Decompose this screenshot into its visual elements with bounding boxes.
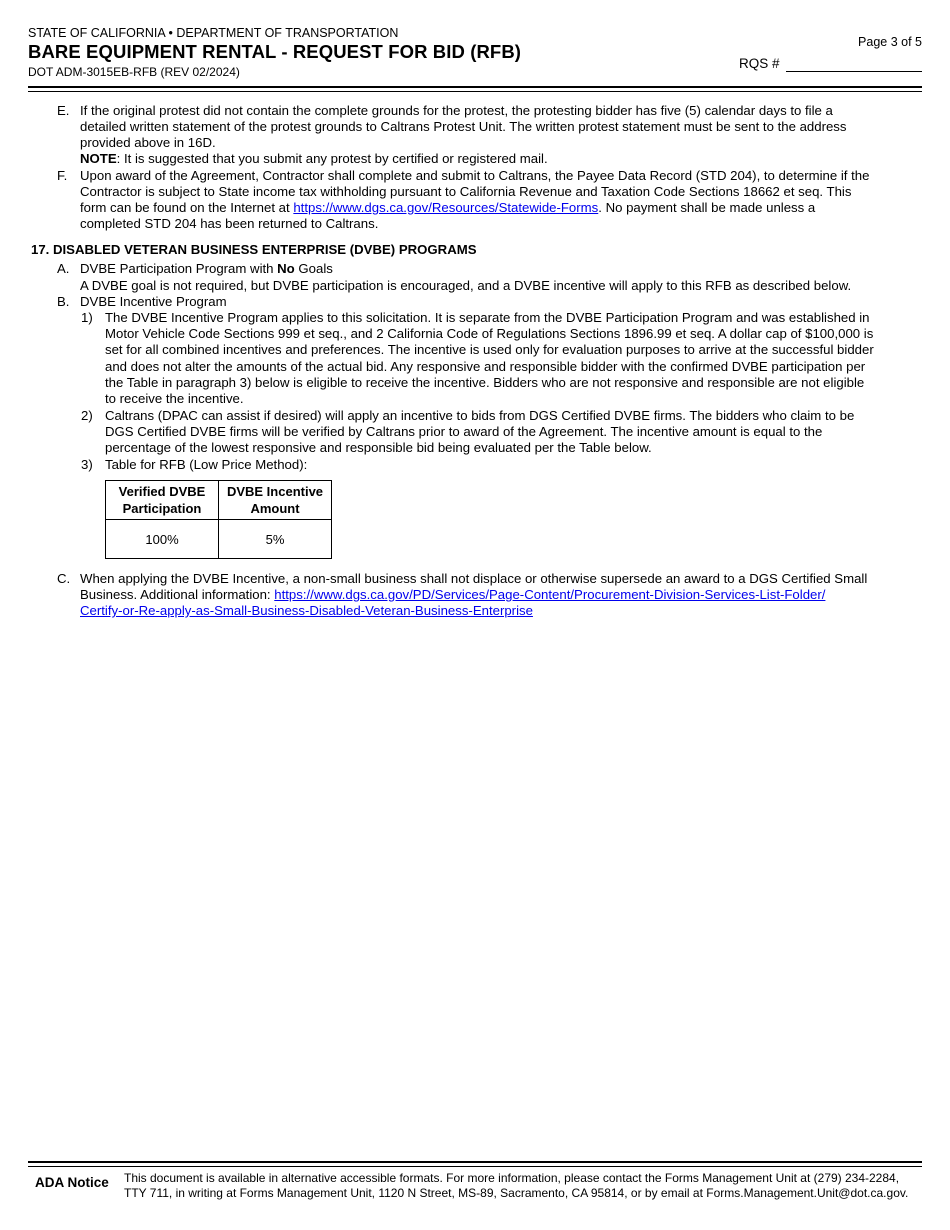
dvbe-incentive-table	[105, 480, 332, 559]
header-divider-thin	[28, 91, 922, 92]
ada-notice-line2: TTY 711, in writing at Forms Management Unit, 1120 N Street, MS-89, Sacramento, CA 95814, or by email at Forms.Management.Unit@dot.ca.gov.	[124, 1186, 909, 1200]
participation-value: 100%	[106, 520, 219, 559]
header-divider-thick	[28, 86, 922, 88]
item-a-title-bold: No	[277, 261, 295, 276]
item-a-marker: A.	[57, 261, 70, 276]
form-title: BARE EQUIPMENT RENTAL - REQUEST FOR BID (RFB)	[28, 41, 522, 62]
item-f-line2: Contractor is subject to State income tax withholding pursuant to California Revenue and Taxation Code Sections 18662 et seq. This	[80, 184, 852, 199]
form-number: DOT ADM-3015EB-RFB (REV 02/2024)	[28, 65, 240, 79]
dgs-certify-link-part2[interactable]: Certify-or-Re-apply-as-Small-Business-Disabled-Veteran-Business-Enterprise	[80, 603, 533, 618]
item-b1-line: and does not alter the amounts of the actual bid. Any responsive and responsible bidder with the confirmed DVBE participation per	[105, 359, 866, 374]
item-f-marker: F.	[57, 168, 68, 183]
item-f-line1: Upon award of the Agreement, Contractor shall complete and submit to Caltrans, the Payee Data Record (STD 204), to determine if the	[80, 168, 870, 183]
item-f-line4: completed STD 204 has been returned to Caltrans.	[80, 216, 379, 231]
item-b3-text: Table for RFB (Low Price Method):	[105, 457, 308, 472]
item-e-note	[80, 151, 548, 167]
note-label: NOTE	[80, 151, 117, 166]
statewide-forms-link[interactable]: https://www.dgs.ca.gov/Resources/Statewide-Forms	[293, 200, 599, 215]
item-b1-line: The DVBE Incentive Program applies to this solicitation. It is separate from the DVBE Participation Program and was established in	[105, 310, 870, 325]
ada-notice-label: ADA Notice	[35, 1175, 109, 1190]
ada-notice-line1: This document is available in alternative accessible formats. For more information, please contact the Forms Management Unit at (279) 234-2284,	[124, 1171, 900, 1185]
item-b2-line: Caltrans (DPAC can assist if desired) will apply an incentive to bids from DGS Certified DVBE firms. The bidders who claim to be	[105, 408, 855, 423]
item-a-title-pre: DVBE Participation Program with	[80, 261, 278, 276]
item-b-marker: B.	[57, 294, 70, 309]
item-b2-line: DGS Certified DVBE firms will be verified by Caltrans prior to award of the Agreement. The incentive amount is equal to the	[105, 424, 823, 439]
item-b1-line: to receive the incentive.	[105, 391, 244, 406]
item-a-title	[80, 261, 333, 277]
dgs-certify-link-part1[interactable]: https://www.dgs.ca.gov/PD/Services/Page-Content/Procurement-Division-Services-List-Folder/	[274, 587, 826, 602]
item-b2-line: percentage of the lowest responsive and responsible bid being evaluated per the Table below.	[105, 440, 652, 455]
footer-divider-thin	[28, 1166, 922, 1167]
item-b1-marker: 1)	[81, 310, 93, 325]
item-c-line3	[80, 603, 533, 619]
footer-divider-thick	[28, 1161, 922, 1163]
col-header-participation: Verified DVBE Participation	[106, 481, 219, 520]
item-a-text: A DVBE goal is not required, but DVBE participation is encouraged, and a DVBE incentive will apply to this RFB as described below.	[80, 278, 852, 293]
item-b2-marker: 2)	[81, 408, 93, 423]
item-f-line3-pre: form can be found on the Internet at	[80, 200, 294, 215]
note-text: : It is suggested that you submit any protest by certified or registered mail.	[116, 151, 548, 166]
item-b-title: DVBE Incentive Program	[80, 294, 227, 309]
item-b3-marker: 3)	[81, 457, 93, 472]
item-e-marker: E.	[57, 103, 70, 118]
item-e-line2: detailed written statement of the protest grounds to Caltrans Protest Unit. The written protest statement must be sent to the address	[80, 119, 847, 134]
agency-line: STATE OF CALIFORNIA • DEPARTMENT OF TRANSPORTATION	[28, 26, 399, 40]
rqs-input-line[interactable]	[786, 71, 922, 72]
section-17-heading: 17. DISABLED VETERAN BUSINESS ENTERPRISE (DVBE) PROGRAMS	[31, 242, 477, 257]
item-c-marker: C.	[57, 571, 71, 586]
item-e-line3: provided above in 16D.	[80, 135, 216, 150]
item-f-line3-post: . No payment shall be made unless a	[598, 200, 816, 215]
page-number: Page 3 of 5	[858, 35, 922, 49]
incentive-value: 5%	[219, 520, 332, 559]
table-row	[106, 520, 332, 559]
item-b1-line: the Table in paragraph 3) below is eligible to receive the incentive. Bidders who are not responsive and responsible are not eligible	[105, 375, 865, 390]
item-b1-line: Motor Vehicle Code Sections 999 et seq., and 2 California Code of Regulations Sections 1896.99 et seq. A dollar cap of $100,000 is	[105, 326, 874, 341]
item-a-title-post: Goals	[294, 261, 333, 276]
item-c-line2	[80, 587, 825, 603]
item-c-line2-pre: Business. Additional information:	[80, 587, 275, 602]
rqs-label: RQS #	[739, 56, 780, 71]
item-c-line1: When applying the DVBE Incentive, a non-small business shall not displace or otherwise supersede an award to a DGS Certified Small	[80, 571, 868, 586]
item-f-line3	[80, 200, 815, 216]
col-header-incentive: DVBE Incentive Amount	[219, 481, 332, 520]
item-e-line1: If the original protest did not contain the complete grounds for the protest, the protesting bidder has five (5) calendar days to file a	[80, 103, 833, 118]
item-b1-line: set for all combined incentives and preferences. The incentive is used only for evaluation purposes to arrive at the successful bidder	[105, 342, 874, 357]
